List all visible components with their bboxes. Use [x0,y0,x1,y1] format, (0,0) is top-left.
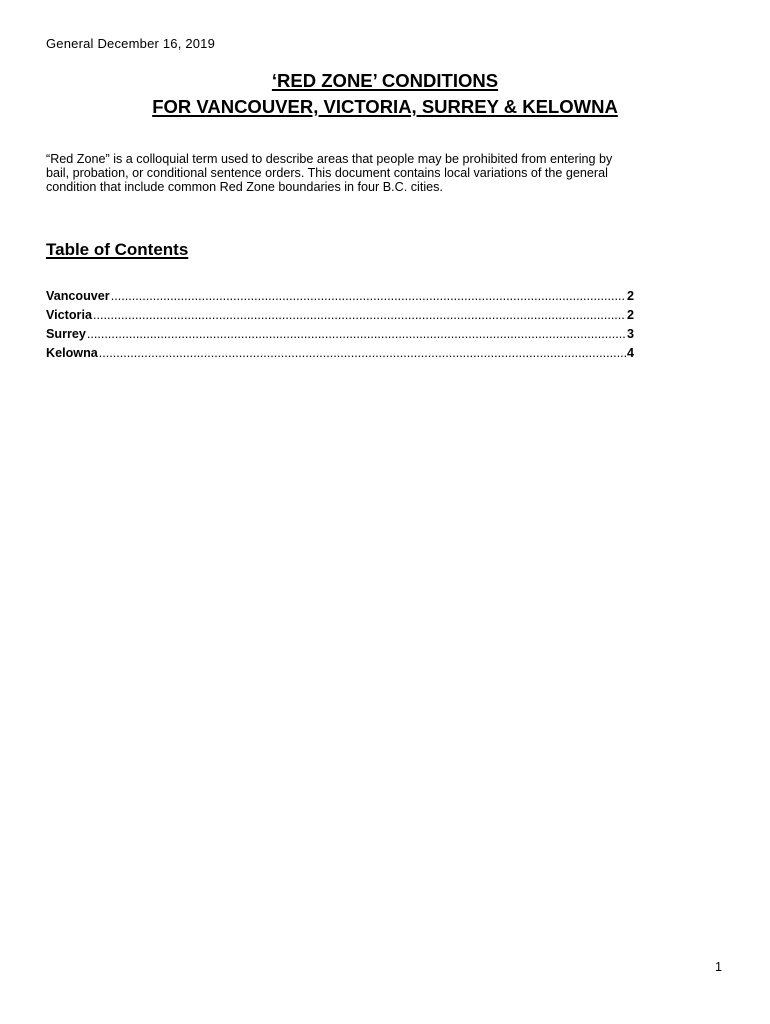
page-number: 1 [714,960,722,974]
intro-paragraph [46,152,726,194]
document-date-header: General December 16, 2019 [46,36,216,51]
intro-line: “Red Zone” is a colloquial term used to describe areas that people may be prohibited from entering by [46,152,613,166]
toc-dot-leader [93,308,626,322]
toc-entry-page: 3 [626,327,634,341]
intro-line: bail, probation, or conditional sentence orders. This document contains local variations of the general [46,166,608,180]
toc-entry-vancouver[interactable] [46,289,634,308]
toc-entry-page: 4 [626,346,634,360]
toc-heading: Table of Contents [46,240,189,259]
toc-entry-label: Victoria [46,308,92,322]
toc-entry-label: Vancouver [46,289,110,303]
document-title-line-2: FOR VANCOUVER, VICTORIA, SURREY & KELOWNA [152,96,618,117]
toc-dot-leader [87,327,626,341]
intro-line: condition that include common Red Zone boundaries in four B.C. cities. [46,180,443,194]
toc-dot-leader [99,346,626,360]
toc-entry-kelowna[interactable] [46,346,634,365]
toc-entry-surrey[interactable] [46,327,634,346]
toc-entry-label: Kelowna [46,346,98,360]
document-title-line-1: ‘RED ZONE’ CONDITIONS [271,70,499,91]
table-of-contents [46,289,634,365]
toc-dot-leader [111,289,626,303]
toc-entry-page: 2 [626,308,634,322]
toc-entry-page: 2 [626,289,634,303]
toc-entry-victoria[interactable] [46,308,634,327]
toc-entry-label: Surrey [46,327,86,341]
